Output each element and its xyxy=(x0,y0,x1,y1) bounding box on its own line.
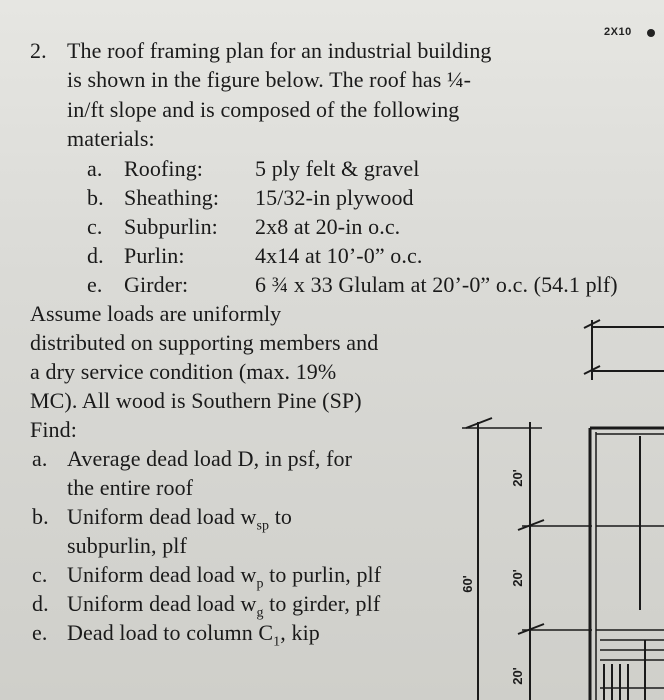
problem-number: 2. xyxy=(30,38,47,63)
material-letter: b. xyxy=(87,185,104,210)
material-name: Sheathing: xyxy=(124,185,220,210)
material-spec: 4x14 at 10’-0” o.c. xyxy=(255,243,423,268)
find-letter: d. xyxy=(32,591,49,616)
assume-line: MC). All wood is Southern Pine (SP) xyxy=(30,388,362,413)
find-letter: a. xyxy=(32,446,48,471)
dim-label-20-top: 20' xyxy=(510,469,525,487)
intro-line: is shown in the figure below. The roof has ¼- xyxy=(67,67,472,92)
material-letter: c. xyxy=(87,214,103,239)
find-item-a-cont: the entire roof xyxy=(67,475,194,500)
material-name: Subpurlin: xyxy=(124,214,218,239)
find-letter: b. xyxy=(32,504,49,529)
find-item-b-cont: subpurlin, plf xyxy=(67,533,187,558)
material-name: Roofing: xyxy=(124,156,204,181)
intro-line: The roof framing plan for an industrial building xyxy=(67,38,492,63)
intro-line: in/ft slope and is composed of the following xyxy=(67,97,460,122)
dim-label-20-mid: 20' xyxy=(510,569,525,587)
material-name: Purlin: xyxy=(124,243,185,268)
intro-line: materials: xyxy=(67,126,155,151)
material-letter: e. xyxy=(87,272,103,297)
find-item-a: Average dead load D, in psf, for xyxy=(67,446,353,471)
assume-line: distributed on supporting members and xyxy=(30,330,379,355)
dim-label-20-bottom: 20' xyxy=(510,667,525,685)
find-letter: c. xyxy=(32,562,48,587)
material-letter: d. xyxy=(87,243,104,268)
find-item-b: Uniform dead load $w_{sp}$ to xyxy=(67,504,293,534)
find-item-e: Dead load to column $C_1$, kip xyxy=(67,620,320,650)
assume-line: Assume loads are uniformly xyxy=(30,301,282,326)
corner-note: 2X10 xyxy=(604,26,632,38)
material-letter: a. xyxy=(87,156,103,181)
find-heading: Find: xyxy=(30,417,77,442)
find-letter: e. xyxy=(32,620,48,645)
material-spec: 6 ¾ x 33 Glulam at 20’-0” o.c. (54.1 plf) xyxy=(255,272,618,297)
dim-label-60: 60' xyxy=(460,575,475,593)
material-name: Girder: xyxy=(124,272,189,297)
material-spec: 2x8 at 20-in o.c. xyxy=(255,214,401,239)
material-spec: 15/32-in plywood xyxy=(255,185,414,210)
find-item-c: Uniform dead load $w_p$ to purlin, plf xyxy=(67,562,382,592)
find-item-d: Uniform dead load $w_g$ to girder, plf xyxy=(67,591,381,621)
assume-line: a dry service condition (max. 19% xyxy=(30,359,337,384)
material-spec: 5 ply felt & gravel xyxy=(255,156,420,181)
